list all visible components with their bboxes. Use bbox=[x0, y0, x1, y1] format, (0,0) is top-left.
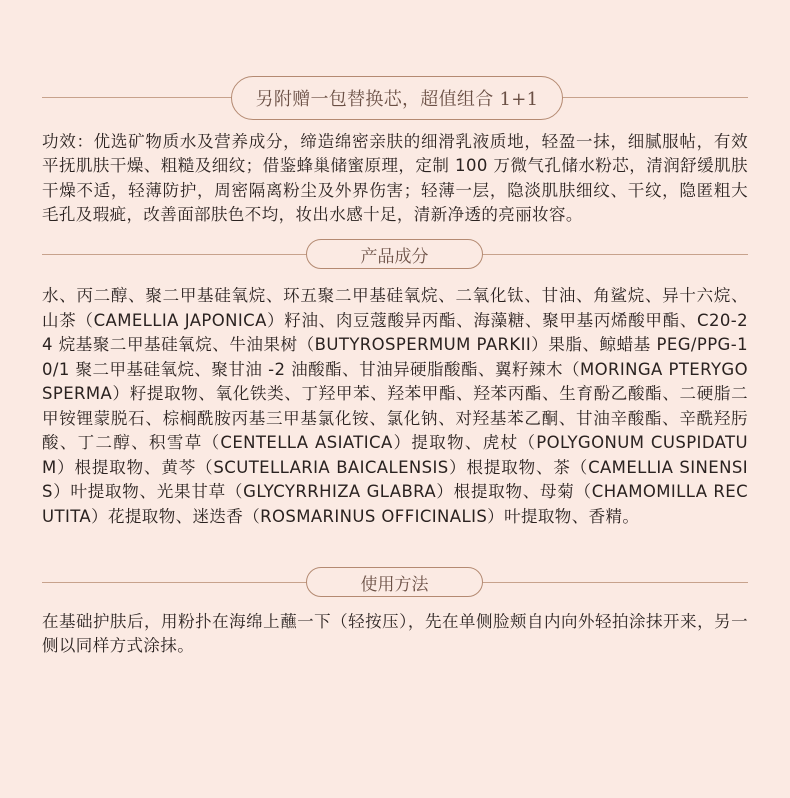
usage-title: 使用方法 bbox=[360, 574, 429, 595]
banner-rule-right bbox=[562, 97, 748, 98]
usage-text: 在基础护肤后，用粉扑在海绵上蘸一下（轻按压），先在单侧脸颊自内向外轻拍涂抹开来，另一侧以同样方式涂抹。 bbox=[42, 612, 748, 656]
ingredients-title: 产品成分 bbox=[360, 246, 429, 267]
banner-rule-left bbox=[42, 97, 232, 98]
efficacy-text: 功效：优选矿物质水及营养成分，缔造绵密亲肤的细滑乳液质地，轻盈一抹，细腻服帖，有效平抚肌肤干燥、粗糙及细纹；借鉴蜂巢储蜜原理，定制 100 万微气孔储水粉芯，清润舒缓肌肤干燥不适，轻薄防护，周密隔离粉尘及外界伤害；轻薄一层，隐淡肌肤细纹、干纹，隐匿粗大毛孔及瑕疵，改善面部肤色不均，妆出水感十足，清新净透的亮丽妆容。 bbox=[42, 132, 748, 224]
usage-title-pill bbox=[306, 567, 483, 597]
usage-rule-left bbox=[42, 582, 308, 583]
banner-text: 另附赠一包替换芯，超值组合 1+1 bbox=[255, 89, 539, 110]
ingredients-rule-left bbox=[42, 254, 308, 255]
ingredients-title-pill bbox=[306, 239, 483, 269]
ingredients-text: 水、丙二醇、聚二甲基硅氧烷、环五聚二甲基硅氧烷、二氧化钛、甘油、角鲨烷、异十六烷、山茶（CAMELLIA JAPONICA）籽油、肉豆蔻酸异丙酯、海藻糖、聚甲基丙烯酸甲酯、C20-24 烷基聚二甲基硅氧烷、牛油果树（BUTYROSPERMUM PARKII）果脂、鲸蜡基 PEG/PPG-10/1 聚二甲基硅氧烷、聚甘油 -2 油酸酯、甘油异硬脂酸酯、翼籽辣木（MORINGA PTERYGOSPERMA）籽提取物、氧化铁类、丁羟甲苯、羟苯甲酯、羟苯丙酯、生育酚乙酸酯、二硬脂二甲铵锂蒙脱石、棕榈酰胺丙基三甲基氯化铵、氯化钠、对羟基苯乙酮、甘油辛酸酯、辛酰羟肟酸、丁二醇、积雪草（CENTELLA ASIATICA）提取物、虎杖（POLYGONUM CUSPIDATUM）根提取物、黄芩（SCUTELLARIA BAICALENSIS）根提取物、茶（CAMELLIA SINENSIS）叶提取物、光果甘草（GLYCYRRHIZA GLABRA）根提取物、母菊（CHAMOMILLA RECUTITA）花提取物、迷迭香（ROSMARINUS OFFICINALIS）叶提取物、香精。 bbox=[42, 286, 748, 526]
ingredients-rule-right bbox=[481, 254, 748, 255]
usage-rule-right bbox=[481, 582, 748, 583]
banner-pill bbox=[231, 76, 563, 120]
